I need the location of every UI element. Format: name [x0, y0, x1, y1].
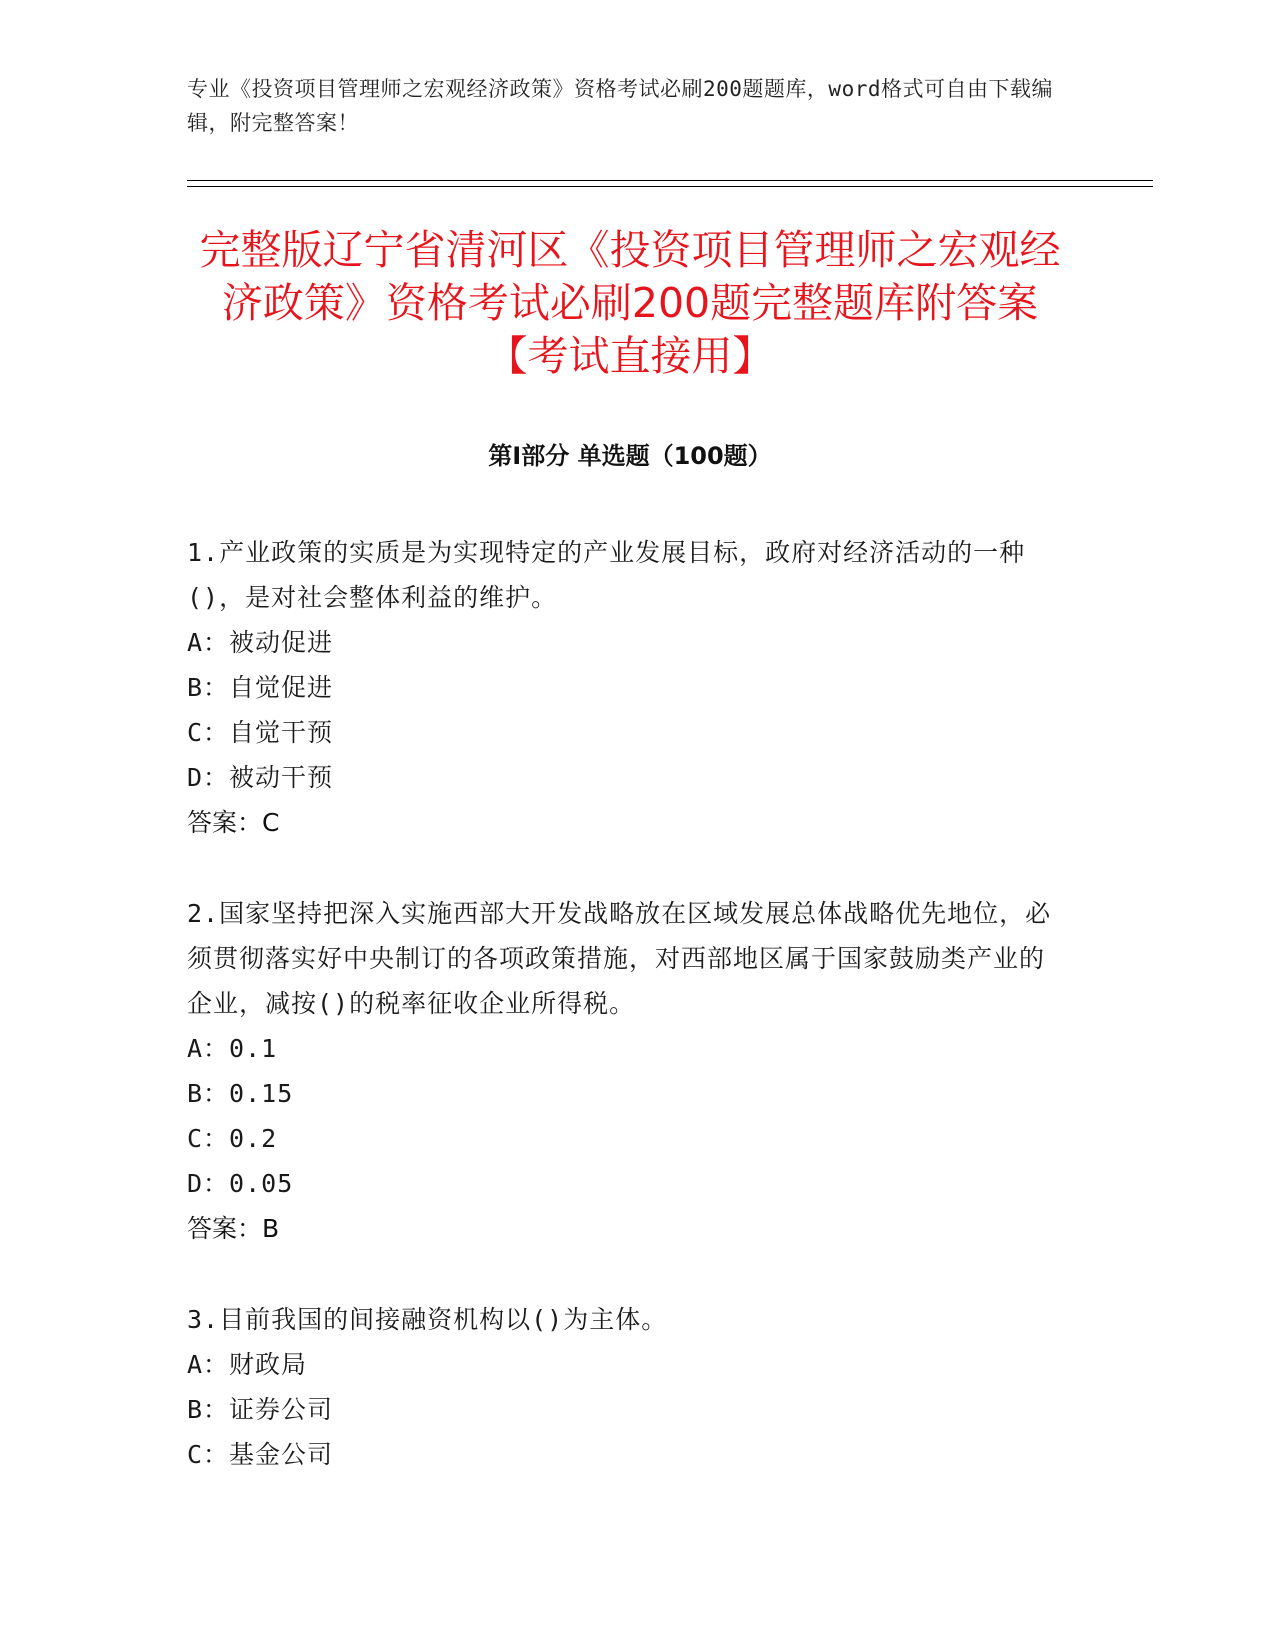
question-item	[187, 1297, 1067, 1477]
header-divider-bottom	[187, 186, 1153, 187]
document-title: 完整版辽宁省清河区《投资项目管理师之宏观经济政策》资格考试必刷200题完整题库附答案【考试直接用】	[199, 226, 1061, 380]
option-a: A：被动促进	[187, 628, 334, 657]
option-c: C：自觉干预	[187, 718, 334, 747]
question-item	[187, 530, 1067, 845]
question-item	[187, 891, 1067, 1251]
header-note: 专业《投资项目管理师之宏观经济政策》资格考试必刷200题题库，word格式可自由下载编辑，附完整答案！	[187, 77, 1053, 135]
option-b: B：证券公司	[187, 1395, 334, 1424]
option-a: A：财政局	[187, 1350, 308, 1379]
question-list	[187, 530, 1067, 1523]
question-stem: 1.产业政策的实质是为实现特定的产业发展目标，政府对经济活动的一种()，是对社会整体利益的维护。	[187, 538, 1026, 612]
option-d: D：0.05	[187, 1169, 294, 1198]
option-c: C：0.2	[187, 1124, 278, 1153]
question-stem: 2.国家坚持把深入实施西部大开发战略放在区域发展总体战略优先地位，必须贯彻落实好中央制订的各项政策措施，对西部地区属于国家鼓励类产业的企业，减按()的税率征收企业所得税。	[187, 899, 1052, 1018]
header-divider-top	[187, 180, 1153, 181]
option-b: B：0.15	[187, 1079, 294, 1108]
option-b: B：自觉促进	[187, 673, 334, 702]
option-a: A：0.1	[187, 1034, 278, 1063]
option-c: C：基金公司	[187, 1440, 334, 1469]
question-stem: 3.目前我国的间接融资机构以()为主体。	[187, 1305, 668, 1334]
answer: 答案：B	[187, 1214, 280, 1243]
section-title: 第Ⅰ部分 单选题（100题）	[488, 442, 772, 470]
answer: 答案：C	[187, 808, 280, 837]
option-d: D：被动干预	[187, 763, 334, 792]
